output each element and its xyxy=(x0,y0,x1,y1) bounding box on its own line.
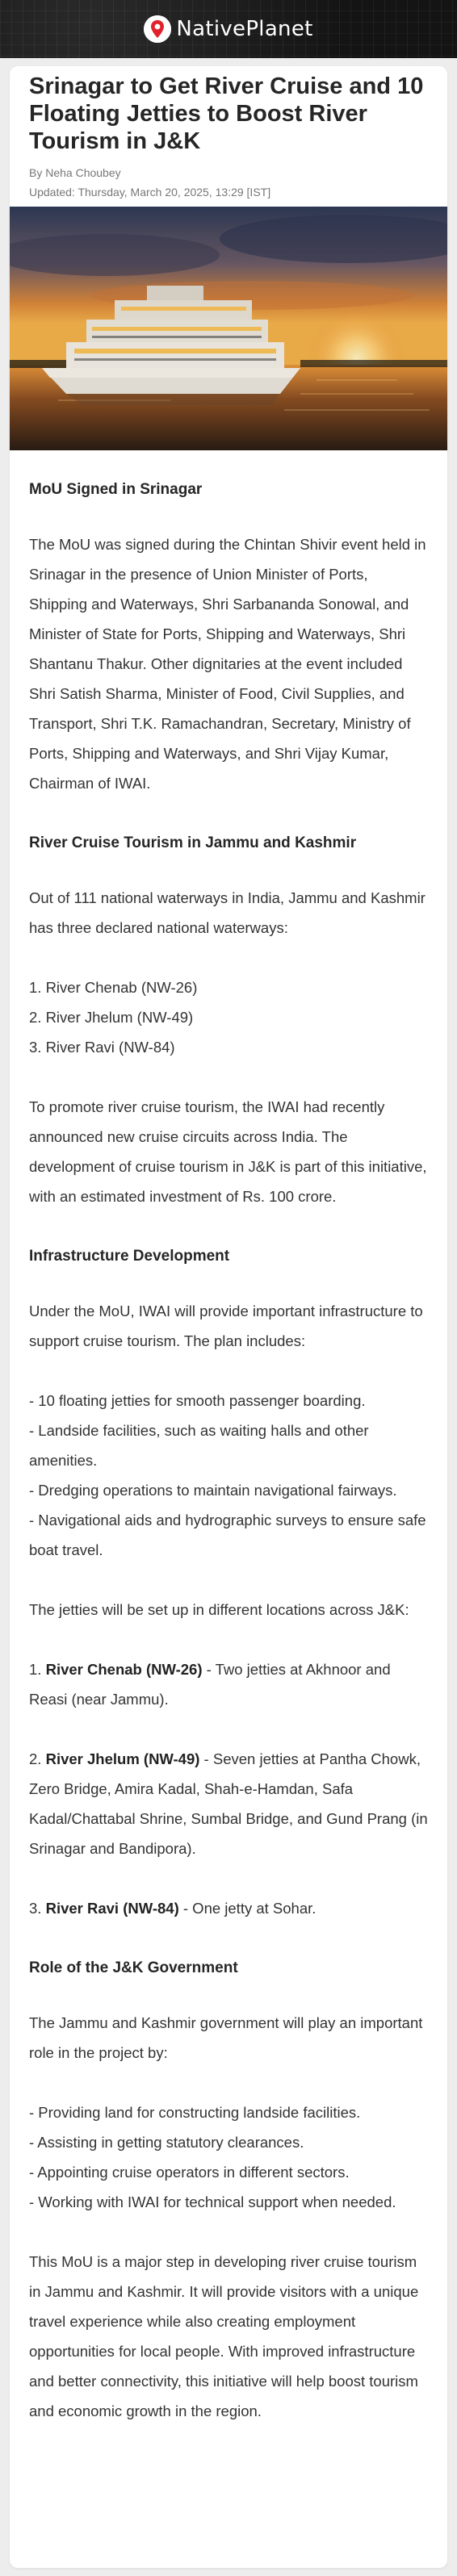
list-item: 2. River Jhelum (NW-49) xyxy=(29,1009,194,1026)
article-updated-time: Updated: Thursday, March 20, 2025, 13:29 [IST] xyxy=(29,186,271,199)
article-title: Srinagar to Get River Cruise and 10 Floating Jetties to Boost River Tourism in J&K xyxy=(29,73,424,154)
jetty-number: 1. xyxy=(29,1661,46,1678)
paragraph-closing: This MoU is a major step in developing river cruise tourism in Jammu and Kashmir. It will provide visitors with a unique travel experience while also creating employment opportunities for local people. With improved infrastructure and better connectivity, this initiative will help boost tourism and economic growth in the region. xyxy=(29,2253,419,2419)
paragraph-cruise-investment: To promote river cruise tourism, the IWAI had recently announced new cruise circuits across India. The development of cruise tourism in J&K is part of this initiative, with an estimated investment of Rs. 100 crore. xyxy=(29,1098,427,1205)
hero-image-cruise-ship xyxy=(10,207,447,450)
article-card xyxy=(10,66,447,2568)
infrastructure-list xyxy=(29,1386,428,1565)
section-heading-infrastructure: Infrastructure Development xyxy=(29,1248,230,1265)
jetty-description: - One jetty at Sohar. xyxy=(178,1900,317,1917)
jetty-location-item xyxy=(29,1893,428,1923)
jetty-river-name: River Chenab (NW-26) xyxy=(45,1661,203,1678)
paragraph-cruise-intro: Out of 111 national waterways in India, Jammu and Kashmir has three declared national waterways: xyxy=(29,889,426,936)
jetty-location-item xyxy=(29,1744,428,1863)
jetty-number: 2. xyxy=(29,1750,46,1767)
article-header xyxy=(10,66,447,199)
government-roles-list xyxy=(29,2097,428,2217)
section-heading-mou: MoU Signed in Srinagar xyxy=(29,481,203,498)
jetty-river-name: River Jhelum (NW-49) xyxy=(45,1750,200,1767)
list-item: - Working with IWAI for technical support when needed. xyxy=(29,2193,396,2210)
map-pin-icon xyxy=(144,15,171,43)
section-heading-cruise: River Cruise Tourism in Jammu and Kashmir xyxy=(29,834,357,851)
article-body xyxy=(29,475,428,2426)
section-heading-government: Role of the J&K Government xyxy=(29,1959,238,1976)
brand-logo[interactable] xyxy=(144,15,312,43)
list-item: 3. River Ravi (NW-84) xyxy=(29,1039,175,1056)
list-item: - Navigational aids and hydrographic surveys to ensure safe boat travel. xyxy=(29,1512,426,1558)
article-byline: By Neha Choubey xyxy=(29,166,121,179)
jetty-river-name: River Ravi (NW-84) xyxy=(45,1900,179,1917)
waterways-list xyxy=(29,972,428,1062)
list-item: - Assisting in getting statutory clearances. xyxy=(29,2134,304,2151)
jetty-location-item xyxy=(29,1654,428,1714)
jetty-number: 3. xyxy=(29,1900,46,1917)
jetty-description: - Seven jetties at Pantha Chowk, Zero Bridge, Amira Kadal, Shah-e-Hamdan, Safa Kadal/Chattabal Shrine, Sumbal Bridge, and Gund Prang (in Srinagar and Bandipora). xyxy=(29,1750,428,1857)
paragraph-jetties-intro: The jetties will be set up in different locations across J&K: xyxy=(29,1601,409,1618)
site-header xyxy=(0,0,457,58)
paragraph-mou: The MoU was signed during the Chintan Shivir event held in Srinagar in the presence of Union Minister of Ports, Shipping and Waterways, Shri Sarbananda Sonowal, and Minister of State for Ports, Shipping and Waterways, Shri Shantanu Thakur. Other dignitaries at the event included Shri Satish Sharma, Minister of Food, Civil Supplies, and Transport, Shri T.K. Ramachandran, Secretary, Ministry of Ports, Shipping and Waterways, and Shri Vijay Kumar, Chairman of IWAI. xyxy=(29,536,426,792)
list-item: - Providing land for constructing landside facilities. xyxy=(29,2104,361,2121)
paragraph-govt-intro: The Jammu and Kashmir government will play an important role in the project by: xyxy=(29,2014,423,2061)
list-item: - Appointing cruise operators in different sectors. xyxy=(29,2164,350,2181)
list-item: - Dredging operations to maintain navigational fairways. xyxy=(29,1482,397,1499)
list-item: - Landside facilities, such as waiting halls and other amenities. xyxy=(29,1422,369,1469)
paragraph-infra-intro: Under the MoU, IWAI will provide important infrastructure to support cruise tourism. The plan includes: xyxy=(29,1303,423,1349)
jetty-description: - Two jetties at Akhnoor and Reasi (near Jammu). xyxy=(29,1661,391,1708)
list-item: 1. River Chenab (NW-26) xyxy=(29,979,198,996)
brand-name: NativePlanet xyxy=(176,17,313,41)
list-item: - 10 floating jetties for smooth passenger boarding. xyxy=(29,1392,366,1409)
